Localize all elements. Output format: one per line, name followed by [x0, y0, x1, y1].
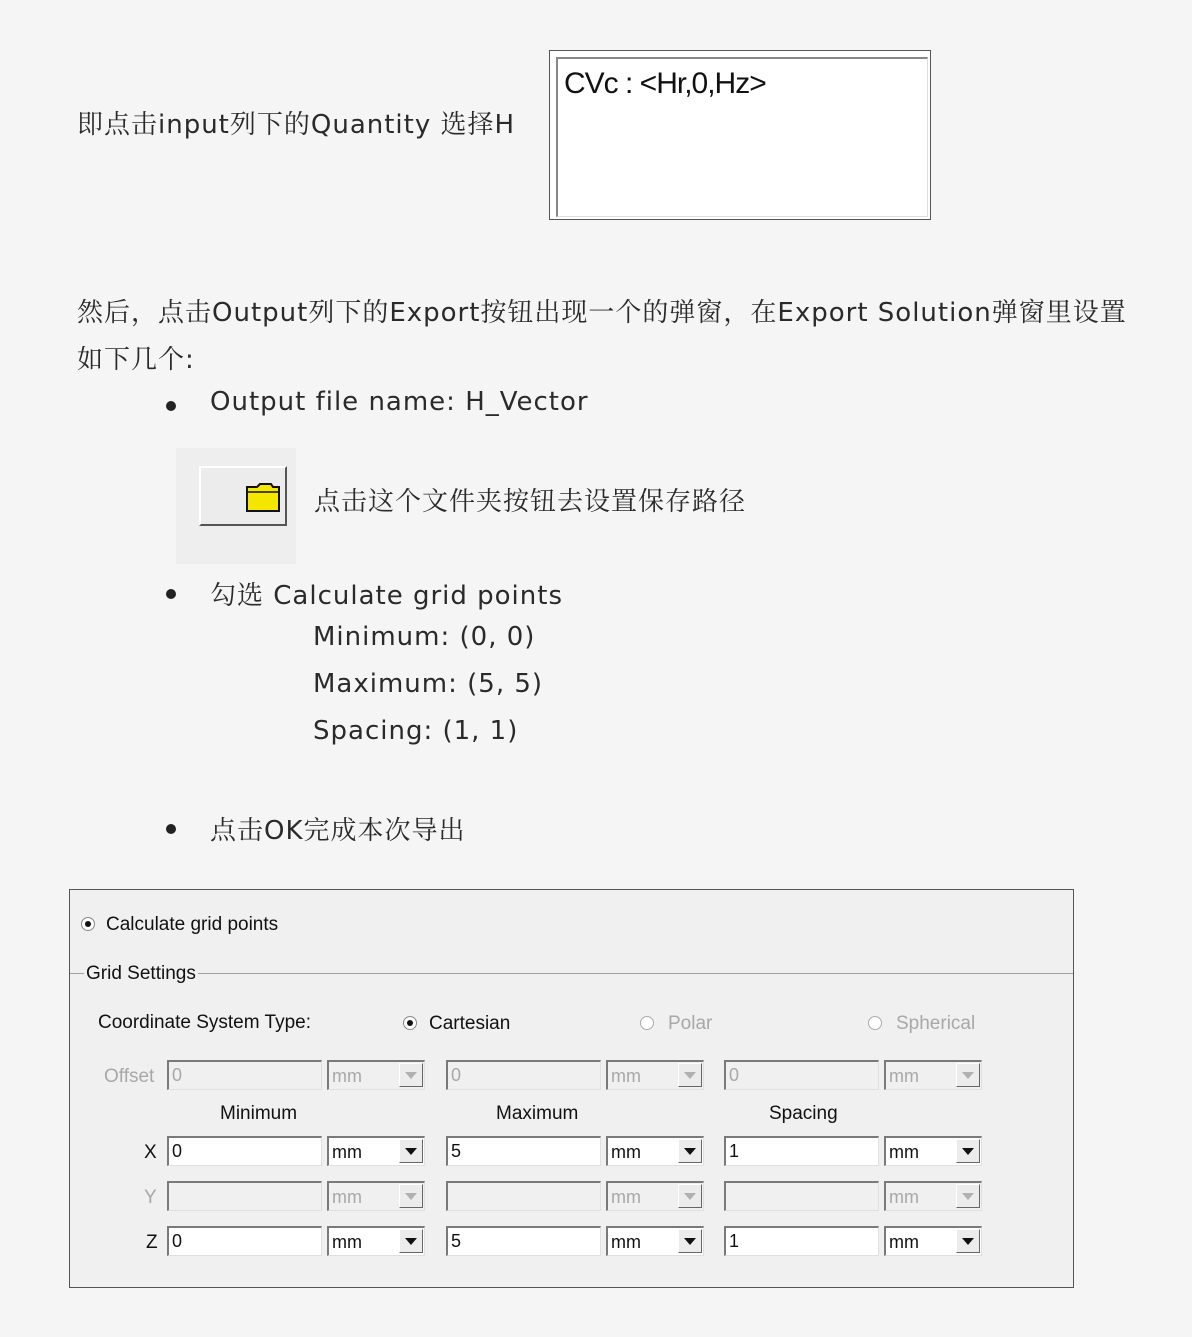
y-min-unit-select[interactable] [327, 1181, 425, 1211]
row-label-z: Z [146, 1232, 158, 1253]
cvc-display-box [549, 50, 931, 220]
z-spacing-input[interactable]: 1 [724, 1226, 879, 1256]
y-max-unit-select[interactable] [606, 1181, 704, 1211]
row-label-y: Y [144, 1187, 157, 1208]
cvc-expression: CVc : <Hr,0,Hz> [564, 67, 766, 100]
z-max-unit-select[interactable] [606, 1226, 704, 1256]
x-min-input[interactable]: 0 [167, 1136, 322, 1166]
dropdown-arrow-icon [678, 1139, 702, 1163]
article-paragraph-line1: 然后，点击Output列下的Export按钮出现一个的弹窗，在Export Solution弹窗里设置 [77, 298, 1127, 328]
unit-value: mm [611, 1066, 641, 1086]
unit-value: mm [332, 1066, 362, 1086]
z-spacing-unit-select[interactable] [884, 1226, 982, 1256]
col-header-minimum: Minimum [220, 1103, 298, 1124]
calculate-grid-points-label: Calculate grid points [106, 914, 279, 935]
y-spacing-unit-select[interactable] [884, 1181, 982, 1211]
offset-spacing-input[interactable]: 0 [724, 1060, 879, 1090]
offset-max-input[interactable]: 0 [446, 1060, 601, 1090]
y-max-input[interactable] [446, 1181, 601, 1211]
unit-value: mm [889, 1232, 919, 1252]
dropdown-arrow-icon [956, 1229, 980, 1253]
cartesian-label: Cartesian [429, 1013, 511, 1034]
dropdown-arrow-icon [956, 1139, 980, 1163]
folder-browse-button[interactable] [199, 466, 287, 526]
spacing-line: Spacing: (1, 1) [313, 716, 519, 746]
offset-label: Offset [104, 1066, 155, 1087]
dropdown-arrow-icon [399, 1229, 423, 1253]
offset-min-input[interactable]: 0 [167, 1060, 322, 1090]
y-min-input[interactable] [167, 1181, 322, 1211]
unit-value: mm [889, 1142, 919, 1162]
offset-spacing-unit-select[interactable] [884, 1060, 982, 1090]
grid-settings-label: Grid Settings [86, 963, 196, 984]
dropdown-arrow-icon [399, 1139, 423, 1163]
unit-value: mm [332, 1187, 362, 1207]
article-paragraph-line2: 如下几个: [77, 345, 195, 375]
folder-icon [245, 481, 281, 513]
offset-min-unit-select[interactable] [327, 1060, 425, 1090]
z-min-unit-select[interactable] [327, 1226, 425, 1256]
cartesian-radio[interactable] [403, 1016, 417, 1030]
z-min-input[interactable]: 0 [167, 1226, 322, 1256]
dropdown-arrow-icon [678, 1184, 702, 1208]
polar-radio[interactable] [640, 1016, 654, 1030]
unit-value: mm [611, 1232, 641, 1252]
y-spacing-input[interactable] [724, 1181, 879, 1211]
maximum-line: Maximum: (5, 5) [313, 669, 544, 699]
bullet-dot [166, 401, 176, 411]
unit-value: mm [332, 1142, 362, 1162]
dropdown-arrow-icon [956, 1063, 980, 1087]
article-line-quantity: 即点击input列下的Quantity 选择H [77, 110, 516, 140]
calculate-grid-points-radio[interactable] [81, 917, 95, 931]
groupbox-line-left [70, 973, 84, 974]
unit-value: mm [889, 1066, 919, 1086]
row-label-x: X [144, 1142, 157, 1163]
col-header-spacing: Spacing [769, 1103, 838, 1124]
coord-system-type-label: Coordinate System Type: [98, 1012, 311, 1033]
bullet-click-ok: 点击OK完成本次导出 [210, 816, 466, 846]
bullet-dot [166, 589, 176, 599]
grid-settings-dialog [69, 889, 1074, 1288]
polar-label: Polar [668, 1013, 713, 1034]
unit-value: mm [611, 1187, 641, 1207]
x-spacing-input[interactable]: 1 [724, 1136, 879, 1166]
bullet-dot [166, 824, 176, 834]
dropdown-arrow-icon [399, 1184, 423, 1208]
dropdown-arrow-icon [956, 1184, 980, 1208]
groupbox-line-right [198, 973, 1073, 974]
x-max-input[interactable]: 5 [446, 1136, 601, 1166]
dropdown-arrow-icon [678, 1229, 702, 1253]
unit-value: mm [332, 1232, 362, 1252]
unit-value: mm [889, 1187, 919, 1207]
x-spacing-unit-select[interactable] [884, 1136, 982, 1166]
spherical-label: Spherical [896, 1013, 976, 1034]
col-header-maximum: Maximum [496, 1103, 579, 1124]
offset-max-unit-select[interactable] [606, 1060, 704, 1090]
z-max-input[interactable]: 5 [446, 1226, 601, 1256]
bullet-calculate-grid: 勾选 Calculate grid points [210, 581, 563, 611]
spherical-radio[interactable] [868, 1016, 882, 1030]
unit-value: mm [611, 1142, 641, 1162]
x-max-unit-select[interactable] [606, 1136, 704, 1166]
x-min-unit-select[interactable] [327, 1136, 425, 1166]
dropdown-arrow-icon [678, 1063, 702, 1087]
dropdown-arrow-icon [399, 1063, 423, 1087]
folder-caption: 点击这个文件夹按钮去设置保存路径 [314, 487, 747, 517]
minimum-line: Minimum: (0, 0) [313, 622, 536, 652]
bullet-output-file-name: Output file name: H_Vector [210, 387, 589, 417]
